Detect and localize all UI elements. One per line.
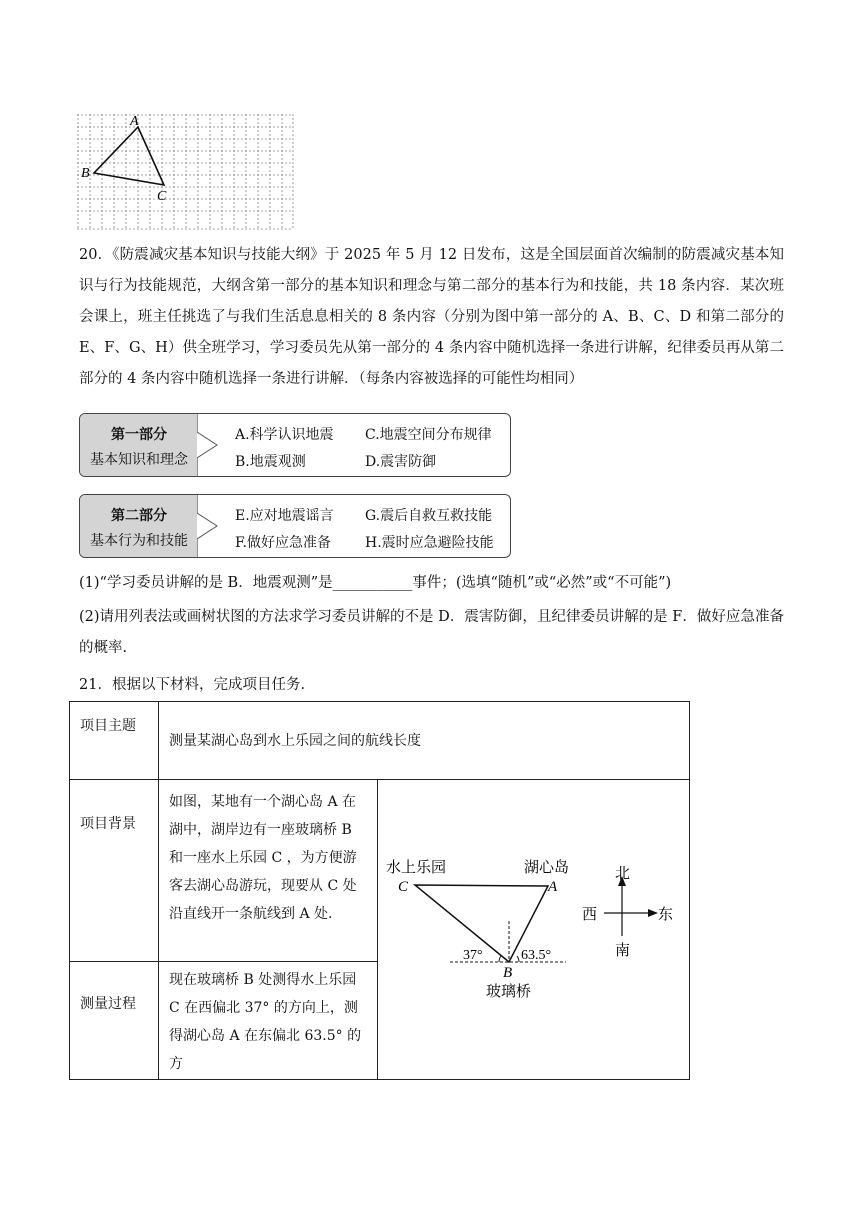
row-theme-value: 测量某湖心岛到水上乐园之间的航线长度 xyxy=(159,702,690,780)
point-c: C xyxy=(398,879,409,895)
label-a: A xyxy=(130,114,139,129)
part2-item-e: E.应对地震谣言 xyxy=(235,508,334,524)
part1-title: 第一部分 xyxy=(111,427,167,443)
question-20-text: 20．《防震减灾基本知识与技能大纲》于 2025 年 5 月 12 日发布，这是全国层面首次编制的防震减灾基本知识与行为技能规范，大纲含第一部分的基本知识和理念与第二部分的基本行为和技能，共 18 条内容．某次班会课上，班主任挑选了与我们生活息息相关的 8 条内容（分别为图中第一部分的 A、B、C、D 和第二部分的 E、F、G、H）供全班学习，学习委员先从第一部分的 4 条内容中随机选择一条进行讲解，纪律委员再从第二部分的 4 条内容中随机选择一条进行讲解．（每条内容被选择的可能性均相同） xyxy=(79,247,784,387)
part2-subtitle: 基本行为和技能 xyxy=(90,533,188,549)
compass-west: 西 xyxy=(582,907,598,923)
angle-63-5: 63.5° xyxy=(521,948,552,963)
part1-item-d: D.震害防御 xyxy=(365,454,437,470)
compass-east: 东 xyxy=(658,907,674,923)
label-b: B xyxy=(81,166,90,181)
part1-item-c: C.地震空间分布规律 xyxy=(365,427,492,443)
point-a: A xyxy=(548,879,558,895)
row-process-value: 现在玻璃桥 B 处测得水上乐园 C 在西偏北 37° 的方向上，测得湖心岛 A 在东偏北 63.5° 的方 xyxy=(159,962,378,1080)
row-process-label: 测量过程 xyxy=(70,962,159,1080)
part2-item-g: G.震后自救互救技能 xyxy=(365,508,493,524)
part1-arrow xyxy=(197,414,219,476)
question-20-part-1: (1)“学习委员讲解的是 B．地震观测”是___________事件；(选填“随机”或“必然”或“不可能”) xyxy=(79,575,672,591)
part1-box xyxy=(79,413,511,477)
bridge-label: 玻璃桥 xyxy=(486,984,532,1000)
label-c: C xyxy=(157,189,167,204)
row-background-label: 项目背景 xyxy=(70,780,159,962)
part2-arrow xyxy=(197,495,219,557)
project-table xyxy=(69,701,690,1080)
part2-item-h: H.震时应急避险技能 xyxy=(365,535,494,551)
triangle-abc xyxy=(94,127,164,185)
angle-37: 37° xyxy=(463,948,483,963)
part1-item-a: A.科学认识地震 xyxy=(235,427,334,443)
part2-title: 第二部分 xyxy=(111,508,167,524)
point-b: B xyxy=(503,965,513,981)
compass-north: 北 xyxy=(615,866,631,882)
part2-item-f: F.做好应急准备 xyxy=(235,535,331,551)
island-label: 湖心岛 xyxy=(524,860,570,876)
part2-box xyxy=(79,494,511,558)
question-20-part-2: (2)请用列表法或画树状图的方法求学习委员讲解的不是 D．震害防御，且纪律委员讲解的是 F．做好应急准备的概率. xyxy=(79,609,784,656)
part1-subtitle: 基本知识和理念 xyxy=(90,452,188,468)
triangle-grid-figure xyxy=(77,114,295,232)
map-figure-cell xyxy=(378,780,690,1080)
compass xyxy=(582,865,673,959)
part1-item-b: B.地震观测 xyxy=(235,454,306,470)
question-21-intro: 21．根据以下材料，完成项目任务. xyxy=(79,677,306,693)
row-background-value: 如图，某地有一个湖心岛 A 在湖中，湖岸边有一座玻璃桥 B 和一座水上乐园 C ，为方便游客去湖心岛游玩，现要从 C 处沿直线开一条航线到 A 处. xyxy=(159,780,378,962)
row-theme-label: 项目主题 xyxy=(70,702,159,780)
park-label: 水上乐园 xyxy=(386,860,447,876)
navigation-figure xyxy=(378,780,686,1078)
compass-south: 南 xyxy=(615,943,631,959)
